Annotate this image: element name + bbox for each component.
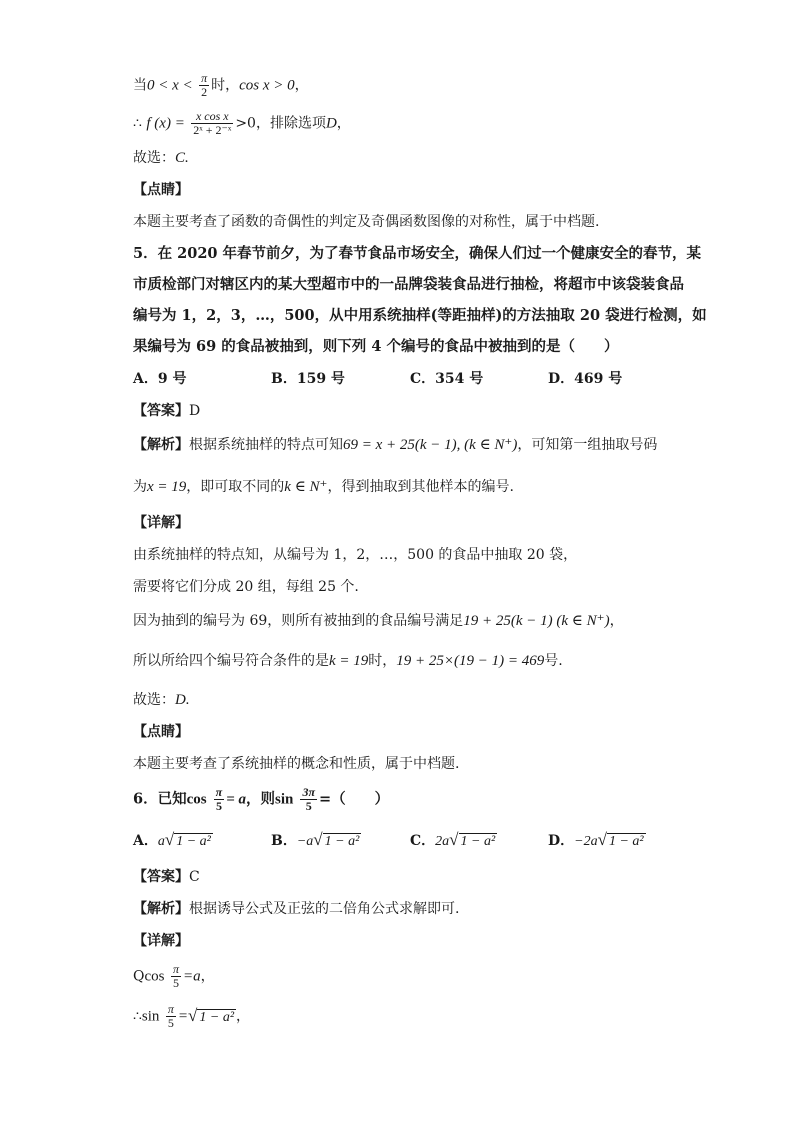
q6-option-d: D．−2a√ 1 − a² [548, 830, 644, 849]
q6-detail-1: Qcos $\frac{\pi}{5}$ =a， [133, 962, 215, 990]
fraction-pi-over-5: $\frac{\pi}{5}$ [215, 785, 223, 813]
q5-choose: 故选：D. [133, 692, 190, 708]
fraction-3pi-over-5: $\frac{3\pi}{5}$ [302, 785, 316, 813]
cos-positive: cos x > 0 [239, 77, 295, 94]
point-tag: 【点睛】 [133, 182, 189, 198]
q5-analysis-2: 为x = 19，即可取不同的k ∈ N⁺，得到抽取到其他样本的编号. [133, 479, 514, 495]
fx-line: ∴ f (x) = $\frac{\text{x cos x}}{\text{2ˣ + 2⁻ˣ}}$ >0，排除选项D， [133, 109, 351, 137]
point-text: 本题主要考查了函数的奇偶性的判定及奇偶函数图像的对称性，属于中档题. [133, 214, 600, 230]
q5-detail-1: 由系统抽样的特点知，从编号为 1，2，…，500 的食品中抽取 20 袋， [133, 547, 578, 563]
q5-stem-1: 5．在 2020 年春节前夕，为了春节食品市场安全，确保人们过一个健康安全的春节，某 [133, 245, 702, 262]
q6-option-c: C．2a√ 1 − a² [410, 830, 496, 849]
fx-label: f (x) = [146, 115, 185, 132]
q5-point-text: 本题主要考查了系统抽样的概念和性质，属于中档题. [133, 756, 460, 772]
q5-detail-4: 所以所给四个编号符合条件的是k = 19时，19 + 25×(19 − 1) = 469号. [133, 653, 563, 669]
q6-option-b: B．−a√ 1 − a² [271, 830, 360, 849]
choice-line: 故选：C. [133, 150, 189, 166]
q5-analysis-1: 【解析】根据系统抽样的特点可知69 = x + 25(k − 1), (k ∈ N⁺)，可知第一组抽取号码 [133, 437, 658, 453]
q5-detail-2: 需要将它们分成 20 组，每组 25 个. [133, 579, 359, 595]
q5-point-tag: 【点睛】 [133, 724, 189, 740]
fx-fraction: $\frac{\text{x cos x}}{\text{2ˣ + 2⁻ˣ}}$ [193, 109, 232, 137]
q5-answer: 【答案】D [133, 403, 201, 419]
fraction-pi-over-2: $\frac{\pi}{2}$ [201, 71, 208, 99]
q5-option-b: B．159 号 [271, 371, 345, 387]
q5-stem-3: 编号为 1，2，3，…，500，从中用系统抽样(等距抽样)的方法抽取 20 袋进行检测，如 [133, 307, 707, 324]
q6-stem: 6．已知cos $\frac{\pi}{5}$ = a，则sin $\frac{3\pi}{5}$ =（ ） [133, 785, 390, 813]
q5-option-c: C．354 号 [410, 371, 484, 387]
q6-analysis: 【解析】根据诱导公式及正弦的二倍角公式求解即可. [133, 901, 460, 917]
q5-detail-3: 因为抽到的编号为 69，则所有被抽到的食品编号满足19 + 25(k − 1) (k ∈ N⁺)， [133, 613, 624, 629]
q6-detail-2: ∴sin $\frac{\pi}{5}$ =√ 1 − a² ， [133, 1002, 251, 1030]
q5-stem-2: 市质检部门对辖区内的某大型超市中的一品牌袋装食品进行抽检，将超市中该袋装食品 [133, 276, 684, 293]
inequality: 0 < x < [147, 77, 193, 94]
condition-line: 当0 < x < $\frac{\pi}{2}$ 时，cos x > 0， [133, 71, 309, 99]
q5-option-a: A．9 号 [133, 371, 187, 387]
q5-stem-4: 果编号为 69 的食品被抽到，则下列 4 个编号的食品中被抽到的是（ ） [133, 338, 619, 355]
q5-detail-tag: 【详解】 [133, 515, 189, 531]
q6-option-a: A．a√ 1 − a² [133, 830, 211, 849]
q5-option-d: D．469 号 [548, 371, 623, 387]
q6-detail-tag: 【详解】 [133, 933, 189, 949]
q6-answer: 【答案】C [133, 869, 200, 885]
